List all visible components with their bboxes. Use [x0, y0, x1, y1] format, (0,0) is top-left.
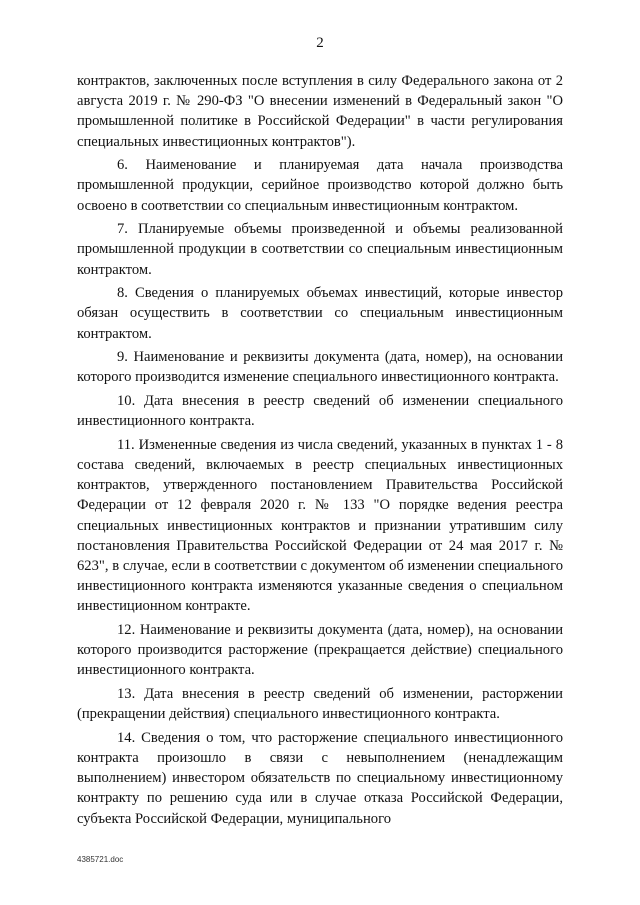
paragraph-item-10: 10. Дата внесения в реестр сведений об изменении специального инвестиционного контракта.: [77, 393, 563, 430]
paragraph-item-14: 14. Сведения о том, что расторжение специального инвестиционного контракта произошло в связи с невыполнением (ненадлежащим выполнением) инвестором обязательств по специальному инвестиционному контракту по решению суда или в случае отказа Российской Федерации, субъекта Российской Федерации, муниципального: [77, 729, 563, 827]
document-body: [77, 71, 563, 832]
paragraph-item-6: 6. Наименование и планируемая дата начала производства промышленной продукции, серийное производство которой должно быть освоено в соответствии со специальным инвестиционным контрактом.: [77, 157, 563, 214]
paragraph-item-7: 7. Планируемые объемы произведенной и объемы реализованной промышленной продукции в соответствии со специальным инвестиционным контрактом.: [77, 221, 563, 278]
paragraph-continuation: контрактов, заключенных после вступления в силу Федерального закона от 2 августа 2019 г. № 290-ФЗ "О внесении изменений в Федеральный закон "О промышленной политике в Российской Федерации" в части регулирования специальных инвестиционных контрактов").: [77, 73, 563, 150]
footer-filename: 4385721.doc: [77, 855, 124, 864]
paragraph-item-13: 13. Дата внесения в реестр сведений об изменении, расторжении (прекращении действия) специального инвестиционного контракта.: [77, 686, 563, 723]
paragraph-item-9: 9. Наименование и реквизиты документа (дата, номер), на основании которого производится изменение специального инвестиционного контракта.: [77, 349, 563, 386]
paragraph-item-8: 8. Сведения о планируемых объемах инвестиций, которые инвестор обязан осуществить в соответствии со специальным инвестиционным контрактом.: [77, 285, 563, 342]
page-number: 2: [316, 35, 324, 51]
paragraph-item-11: 11. Измененные сведения из числа сведений, указанных в пунктах 1 - 8 состава сведений, включаемых в реестр специальных инвестиционных контрактов, утвержденного постановлением Правительства Российской Федерации от 12 февраля 2020 г. № 133 "О порядке ведения реестра специальных инвестиционных контрактов и признании утратившим силу постановления Правительства Российской Федерации от 24 мая 2017 г. № 623", в случае, если в соответствии с документом об изменении специального инвестиционного контракта изменяются указанные сведения о специальном инвестиционном контракте.: [77, 436, 563, 615]
paragraph-item-12: 12. Наименование и реквизиты документа (дата, номер), на основании которого производится расторжение (прекращается действие) специального инвестиционного контракта.: [77, 622, 563, 679]
